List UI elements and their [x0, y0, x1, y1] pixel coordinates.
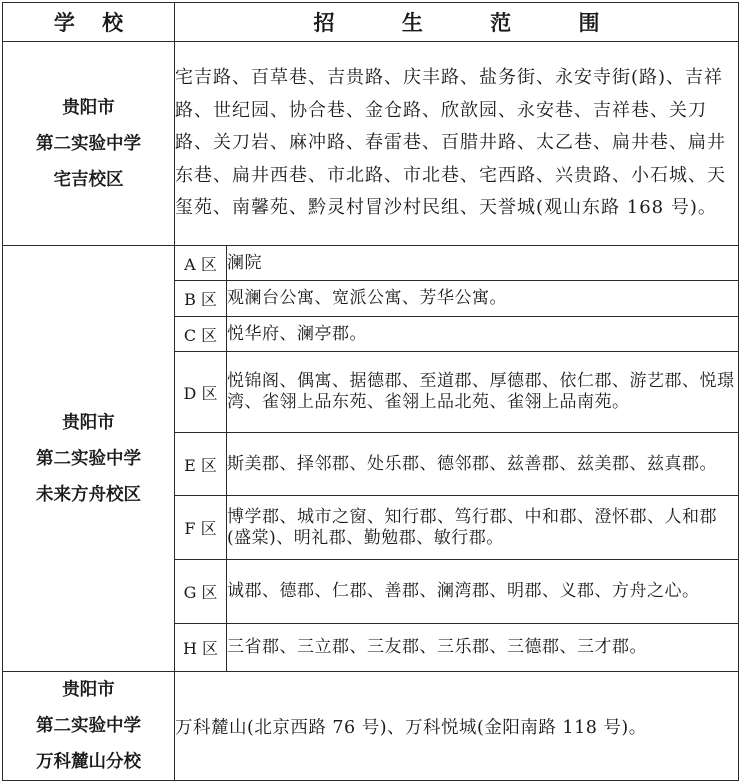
- table-row: [3, 42, 739, 246]
- zone-scope: 澜院: [227, 246, 739, 281]
- zone-label: G 区: [175, 560, 227, 624]
- school-cell: [3, 672, 175, 781]
- enrollment-table: [2, 2, 739, 781]
- zone-label: A 区: [175, 246, 227, 281]
- zone-scope: 观澜台公寓、宽派公寓、芳华公寓。: [227, 281, 739, 317]
- school-cell: [3, 246, 175, 672]
- zone-scope: 斯美郡、择邻郡、处乐郡、德邻郡、兹善郡、兹美郡、兹真郡。: [227, 433, 739, 496]
- zone-scope: 三省郡、三立郡、三友郡、三乐郡、三德郡、三才郡。: [227, 624, 739, 672]
- school-city: 贵阳市: [62, 412, 115, 433]
- zone-label: D 区: [175, 352, 227, 433]
- school-city: 贵阳市: [62, 680, 115, 700]
- school-city: 贵阳市: [62, 97, 115, 118]
- school-name: 第二实验中学: [36, 716, 141, 736]
- scope-cell: 万科麓山(北京西路 76 号)、万科悦城(金阳南路 118 号)。: [175, 672, 739, 781]
- zone-label: B 区: [175, 281, 227, 317]
- school-cell: [3, 42, 175, 246]
- zone-label: E 区: [175, 433, 227, 496]
- zone-scope: 诚郡、德郡、仁郡、善郡、澜湾郡、明郡、义郡、方舟之心。: [227, 560, 739, 624]
- school-campus: 宅吉校区: [53, 169, 124, 190]
- zone-row: [3, 246, 739, 281]
- school-header: 学 校: [3, 3, 175, 42]
- school-name: 第二实验中学: [36, 448, 141, 469]
- table-row: [3, 672, 739, 781]
- school-campus: 未来方舟校区: [36, 484, 141, 505]
- school-name: 第二实验中学: [36, 133, 141, 154]
- header-row: [3, 3, 739, 42]
- school-campus: 万科麓山分校: [36, 752, 141, 772]
- scope-cell: 宅吉路、百草巷、吉贵路、庆丰路、盐务街、永安寺街(路)、吉祥路、世纪园、协合巷、金仓路、欣歆园、永安巷、吉祥巷、关刀路、关刀岩、麻冲路、春雷巷、百腊井路、太乙巷、扁井巷、扁井东巷、扁井西巷、市北路、市北巷、宅西路、兴贵路、小石城、天玺苑、南馨苑、黔灵村冒沙村民组、天誉城(观山东路 168 号)。: [175, 42, 739, 246]
- zone-label: H 区: [175, 624, 227, 672]
- zone-label: F 区: [175, 496, 227, 560]
- zone-scope: 博学郡、城市之窗、知行郡、笃行郡、中和郡、澄怀郡、人和郡(盛棠)、明礼郡、勤勉郡、敏行郡。: [227, 496, 739, 560]
- zone-label: C 区: [175, 317, 227, 352]
- zone-scope: 悦锦阁、偶寓、据德郡、至道郡、厚德郡、依仁郡、游艺郡、悦璟湾、雀翎上品东苑、雀翎上品北苑、雀翎上品南苑。: [227, 352, 739, 433]
- zone-scope: 悦华府、澜亭郡。: [227, 317, 739, 352]
- scope-header: 招 生 范 围: [175, 3, 739, 42]
